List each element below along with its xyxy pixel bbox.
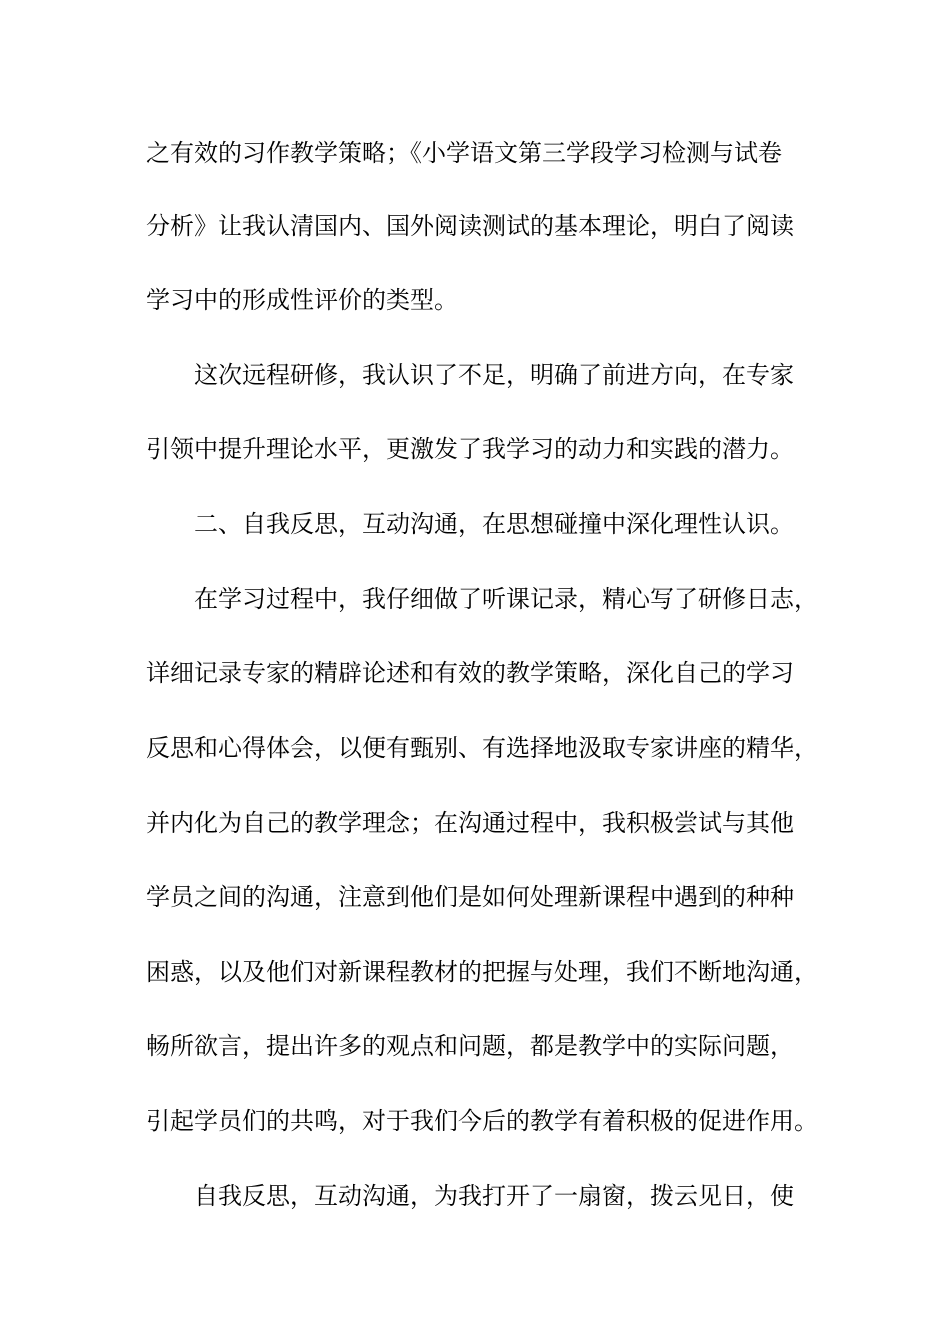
text-line-12: 困惑，以及他们对新课程教材的把握与处理，我们不断地沟通， (146, 958, 818, 986)
text-line-11: 学员之间的沟通，注意到他们是如何处理新课程中遇到的种种 (146, 883, 794, 911)
text-line-13: 畅所欲言，提出许多的观点和问题，都是教学中的实际问题， (146, 1032, 794, 1060)
text-line-15: 自我反思，互动沟通，为我打开了一扇窗，拨云见日，使 (194, 1182, 794, 1210)
text-line-3: 学习中的形成性评价的类型。 (146, 286, 458, 314)
text-line-2: 分析》让我认清国内、国外阅读测试的基本理论，明白了阅读 (146, 212, 794, 240)
text-line-4: 这次远程研修，我认识了不足，明确了前进方向，在专家 (194, 361, 794, 389)
text-line-8: 详细记录专家的精辟论述和有效的教学策略，深化自己的学习 (146, 659, 794, 687)
text-line-10: 并内化为自己的教学理念；在沟通过程中，我积极尝试与其他 (146, 809, 794, 837)
text-line-1: 之有效的习作教学策略；《小学语文第三学段学习检测与试卷 (146, 139, 782, 167)
text-line-14: 引起学员们的共鸣，对于我们今后的教学有着积极的促进作用。 (146, 1107, 818, 1135)
text-line-9: 反思和心得体会，以便有甄别、有选择地汲取专家讲座的精华， (146, 734, 818, 762)
text-line-7: 在学习过程中，我仔细做了听课记录，精心写了研修日志， (194, 585, 818, 613)
text-line-5: 引领中提升理论水平，更激发了我学习的动力和实践的潜力。 (146, 435, 794, 463)
section-heading: 二、自我反思，互动沟通，在思想碰撞中深化理性认识。 (194, 510, 794, 538)
